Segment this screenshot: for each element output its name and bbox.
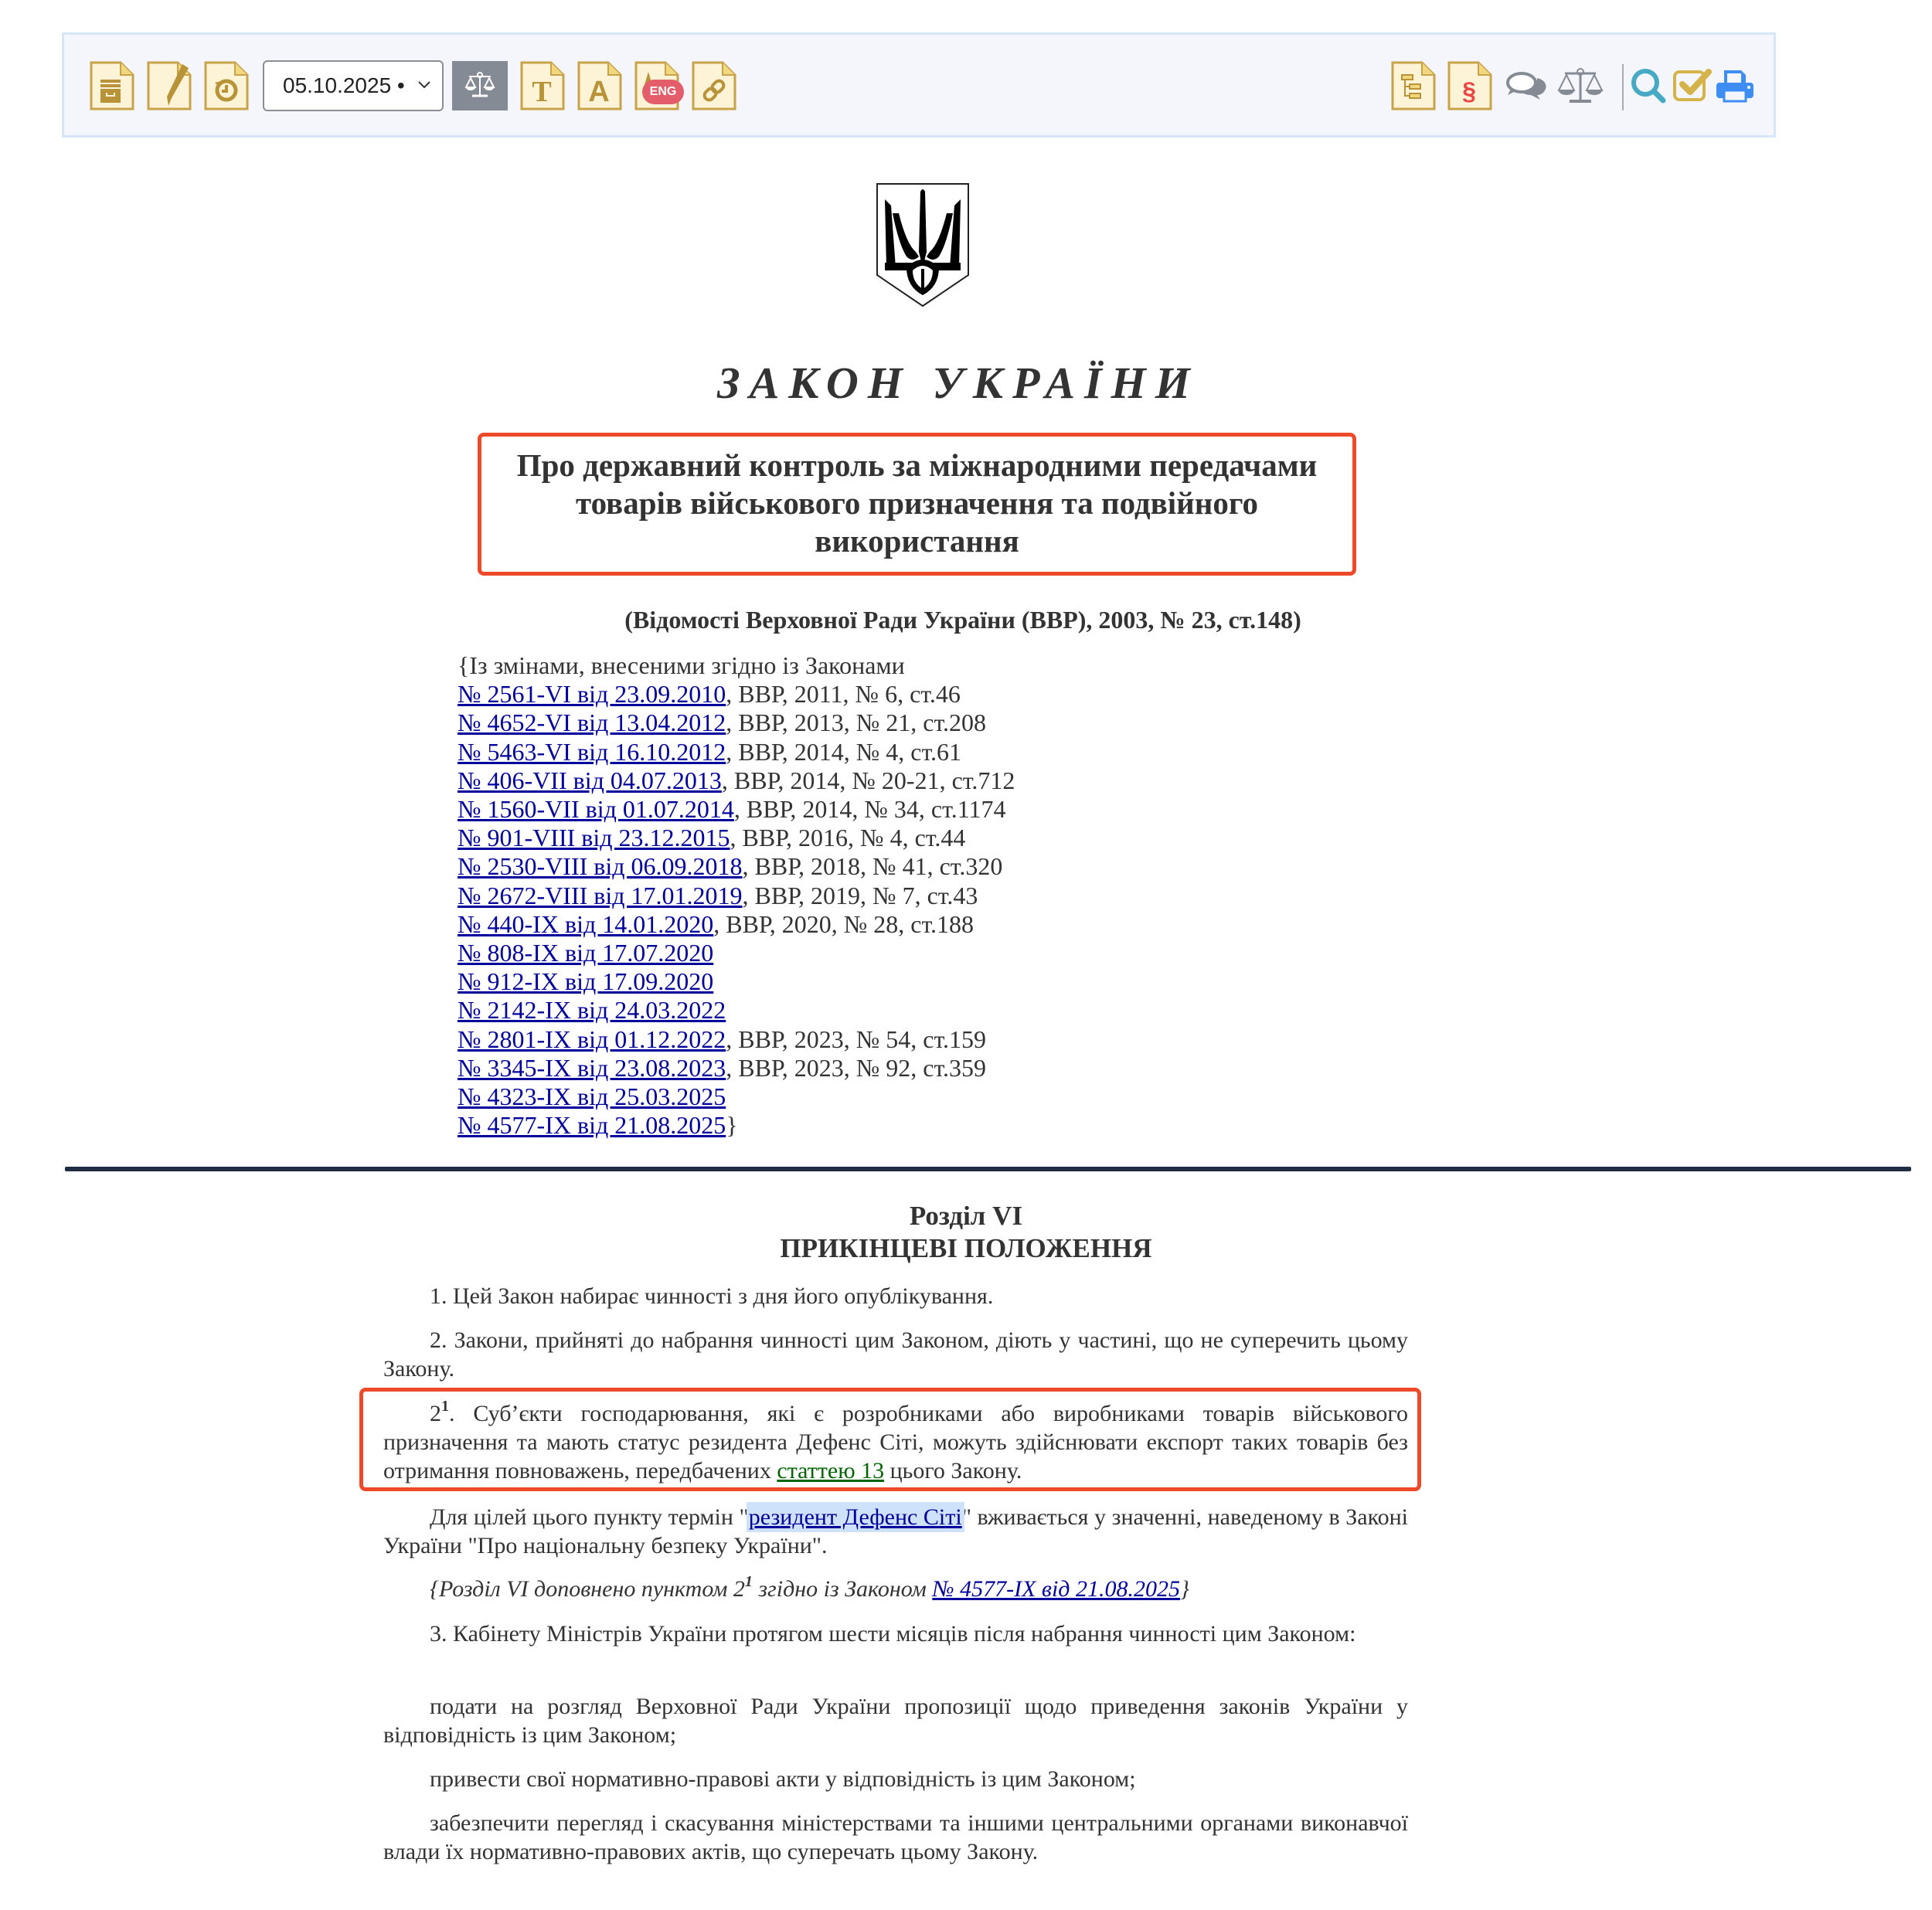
amendment-link[interactable]: № 4577-IX від 21.08.2025 (457, 1111, 726, 1140)
amendment-link[interactable]: № 5463-VI від 16.10.2012 (457, 737, 726, 766)
amendment-item: № 406-VII від 04.07.2013, ВВР, 2014, № 20-21, ст.712 (457, 766, 1015, 794)
clause-3-item-a: подати на розгляд Верховної Ради України пропозиції щодо приведення законів України у відповідність із цим Законом; (383, 1694, 1408, 1748)
amendment-item (457, 939, 1015, 967)
amendment-item (457, 996, 1015, 1025)
structure-doc-icon[interactable] (1391, 61, 1436, 110)
text-doc-icon[interactable] (520, 61, 565, 110)
amendment-link[interactable]: № 4652-VI від 13.04.2012 (457, 709, 726, 737)
amendment-item (457, 1082, 1015, 1111)
document-toolbar (62, 32, 1776, 138)
law-4577-link[interactable]: № 4577-IX від 21.08.2025 (932, 1576, 1180, 1602)
amendment-link[interactable]: № 912-IX від 17.09.2020 (457, 967, 714, 996)
amendment-link[interactable]: № 406-VII від 04.07.2013 (457, 766, 722, 794)
amendment-link[interactable]: № 2530-VIII від 06.09.2018 (457, 852, 743, 881)
scales-icon (452, 61, 508, 110)
amendment-item: № 3345-IX від 23.08.2023, ВВР, 2023, № 92, ст.359 (457, 1053, 987, 1082)
amendment-item: № 4577-IX від 21.08.2025} (457, 1111, 738, 1140)
compare-editions-button[interactable] (452, 61, 508, 110)
edition-date-select[interactable] (263, 60, 444, 111)
law-title: Про державний контроль за міжнародними передачами товарів військового призначення та подвійного використання (516, 447, 1318, 559)
amendment-item: № 901-VIII від 23.12.2015, ВВР, 2016, № 4, ст.44 (457, 824, 966, 852)
clause-1: 1. Цей Закон набирає чинності з дня його опублікування. (430, 1283, 994, 1309)
clause-3-item-c: забезпечити перегляд і скасування міністерствами та іншими центральними органами виконавчої влади їх нормативно-правових актів, що суперечать цьому Закону. (383, 1810, 1408, 1864)
clause-2-1: $2^1$. Суб’єкти господарювання, які є розробниками або виробниками товарів військового призначення та мають статус резидента Дефенс Сіті, можуть здійснювати експорт таких товарів без отримання повноважень, передбачених статтею 13 цього Закону. (383, 1398, 1408, 1483)
amendment-item: № 2801-IX від 01.12.2022, ВВР, 2023, № 54, ст.159 (457, 1025, 987, 1053)
amendments-intro: {Із змінами, внесеними згідно із Законами (457, 651, 905, 679)
amendment-link[interactable]: № 808-IX від 17.07.2020 (457, 939, 714, 967)
amendment-item: № 2561-VI від 23.09.2010, ВВР, 2011, № 6, ст.46 (457, 680, 961, 709)
chevron-down-icon (416, 76, 433, 93)
amendment-item: № 440-IX від 14.01.2020, ВВР, 2020, № 28, ст.188 (457, 909, 975, 938)
amendment-link[interactable]: № 901-VIII від 23.12.2015 (457, 824, 730, 852)
amendment-item (457, 967, 1015, 996)
checkbox-icon[interactable] (1672, 61, 1712, 110)
defense-city-resident-link[interactable]: резидент Дефенс Сіті (748, 1504, 962, 1530)
amendment-item: № 2672-VIII від 17.01.2019, ВВР, 2019, № 7, ст.43 (457, 881, 978, 909)
amendment-note: {Розділ VI доповнено пунктом $2^1$ згідно із Законом № 4577-IX від 21.08.2025} (430, 1573, 1189, 1602)
archive-doc-icon[interactable] (90, 61, 134, 110)
definition-paragraph: Для цілей цього пункту термін "резидент Дефенс Сіті" вживається у значенні, наведеному в Законі України "Про національну безпеку України". (383, 1504, 1409, 1558)
amendment-item: № 1560-VII від 01.07.2014, ВВР, 2014, № 34, ст.1174 (457, 795, 1006, 824)
edit-doc-icon[interactable] (147, 61, 192, 110)
history-doc-icon[interactable] (204, 61, 249, 110)
amendments-list (457, 651, 1015, 1140)
scales-icon[interactable] (1556, 61, 1605, 110)
clause-2: 2. Закони, прийняті до набрання чинності цим Законом, діють у частині, що не суперечить цьому Закону. (383, 1327, 1408, 1382)
svg-text:§: § (1462, 77, 1476, 105)
paragraph-doc-icon[interactable] (1447, 61, 1492, 110)
print-icon[interactable] (1715, 61, 1755, 110)
coat-of-arms-emblem (876, 182, 970, 308)
amendment-link[interactable]: № 440-IX від 14.01.2020 (457, 909, 714, 938)
english-doc-icon[interactable] (634, 61, 679, 110)
amendment-link[interactable]: № 2801-IX від 01.12.2022 (457, 1025, 726, 1053)
amendment-link[interactable]: № 4323-IX від 25.03.2025 (457, 1082, 726, 1111)
svg-text:A: A (588, 76, 610, 108)
amendment-link[interactable]: № 2561-VI від 23.09.2010 (457, 680, 726, 709)
article-13-link[interactable]: статтею 13 (777, 1458, 885, 1483)
publication-reference: (Відомості Верховної Ради України (ВВР), 2003, № 23, ст.148) (624, 606, 1301, 634)
svg-text:T: T (532, 76, 552, 108)
search-icon[interactable] (1628, 61, 1668, 110)
font-doc-icon[interactable] (577, 61, 622, 110)
law-type-heading: ЗАКОН УКРАЇНИ (717, 358, 1199, 408)
amendment-item: № 4652-VI від 13.04.2012, ВВР, 2013, № 21, ст.208 (457, 709, 987, 737)
amendment-link[interactable]: № 3345-IX від 23.08.2023 (457, 1053, 726, 1082)
amendment-link[interactable]: № 2672-VIII від 17.01.2019 (457, 881, 743, 909)
section-number: Розділ VI (909, 1201, 1023, 1231)
section-divider (65, 1167, 1911, 1171)
amendment-link[interactable]: № 2142-IX від 24.03.2022 (457, 996, 726, 1025)
section-name: ПРИКІНЦЕВІ ПОЛОЖЕННЯ (780, 1233, 1152, 1263)
amendment-item: № 2530-VIII від 06.09.2018, ВВР, 2018, № 41, ст.320 (457, 852, 1003, 881)
clause-3-item-b: привести свої нормативно-правові акти у відповідність із цим Законом; (430, 1766, 1136, 1792)
clause-3: 3. Кабінету Міністрів України протягом шести місяців після набрання чинності цим Законом: (430, 1621, 1356, 1647)
comments-icon[interactable] (1503, 61, 1549, 110)
amendment-item: № 5463-VI від 16.10.2012, ВВР, 2014, № 4, ст.61 (457, 737, 962, 766)
edition-date-value: 05.10.2025 • (283, 73, 405, 97)
link-doc-icon[interactable] (692, 61, 736, 110)
amendment-link[interactable]: № 1560-VII від 01.07.2014 (457, 795, 734, 824)
eng-badge: ENG (642, 80, 684, 104)
toolbar-separator (1622, 64, 1624, 110)
